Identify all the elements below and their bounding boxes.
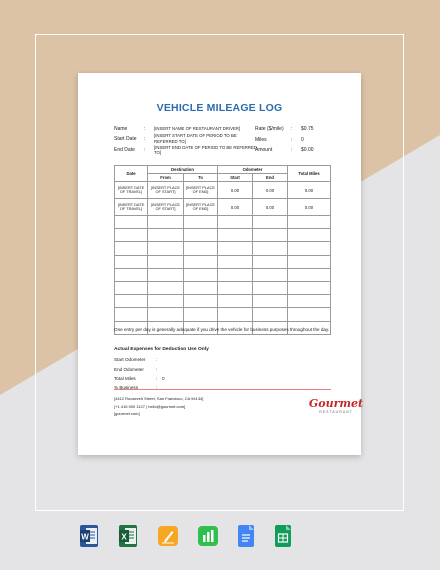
header-from: From xyxy=(148,174,184,182)
empty-cell xyxy=(148,242,184,255)
empty-cell xyxy=(184,281,218,294)
expense-colon: : xyxy=(156,376,158,381)
cell-total: 0.00 xyxy=(288,199,331,216)
numbers-icon[interactable] xyxy=(198,526,218,546)
empty-cell xyxy=(184,216,218,229)
expense-colon: : xyxy=(156,367,158,372)
expense-label: Start Odometer xyxy=(114,357,146,362)
footer-address: [4412 Roosevelt Street, San Francisco, CA 94134] xyxy=(114,396,204,401)
end-date-label: End Date xyxy=(114,147,135,153)
table-row-empty xyxy=(115,242,331,255)
document-page xyxy=(78,73,364,455)
footer-contact xyxy=(114,395,203,418)
header-start: Start xyxy=(218,174,253,182)
expense-label: Total Miles xyxy=(114,376,136,381)
empty-cell xyxy=(148,216,184,229)
header-destination: Destination xyxy=(148,166,218,174)
empty-cell xyxy=(288,281,331,294)
footer-website: [gourmet.com] xyxy=(114,411,140,417)
table-row-empty xyxy=(115,216,331,229)
mileage-table xyxy=(114,165,331,335)
empty-cell xyxy=(115,268,148,281)
table-row-empty xyxy=(115,295,331,308)
end-date-value-line2: TO] xyxy=(154,150,162,155)
empty-cell xyxy=(253,308,288,321)
empty-cell xyxy=(218,255,253,268)
empty-cell xyxy=(218,229,253,242)
empty-cell xyxy=(184,308,218,321)
end-date-colon: : xyxy=(144,147,146,153)
empty-cell xyxy=(253,216,288,229)
table-row-empty xyxy=(115,268,331,281)
usage-note: One entry per day is generally adequate if you drive the vehicle for business purposes throughout the day. xyxy=(114,327,330,332)
cell-to: [INSERT PLACE OF END] xyxy=(184,182,218,199)
cell-start: 0.00 xyxy=(218,199,253,216)
cell-end: 0.00 xyxy=(253,182,288,199)
name-value: [INSERT NAME OF RESTAURANT DRIVER] xyxy=(154,126,241,131)
miles-colon: : xyxy=(291,136,293,143)
empty-cell xyxy=(253,255,288,268)
rate-info xyxy=(255,126,335,156)
table-row-empty xyxy=(115,281,331,294)
expense-label: End Odometer xyxy=(114,367,144,372)
header-end: End xyxy=(253,174,288,182)
expenses-title: Actual Expenses for Deduction Use Only xyxy=(114,347,209,352)
empty-cell xyxy=(184,229,218,242)
empty-cell xyxy=(115,216,148,229)
empty-cell xyxy=(288,242,331,255)
empty-cell xyxy=(253,268,288,281)
empty-cell xyxy=(148,295,184,308)
expense-label: % Business xyxy=(114,385,139,390)
footer-phone-email: [+1 415 000 1127 | hello@gourmet.com] xyxy=(114,403,186,409)
header-total-miles: Total Miles xyxy=(288,166,331,182)
end-date-value-line1: [INSERT END DATE OF PERIOD TO BE REFERRED xyxy=(154,144,257,150)
cell-from: [INSERT PLACE OF START] xyxy=(148,199,184,216)
start-date-value-line1: [INSERT START DATE OF PERIOD TO BE xyxy=(154,133,237,138)
empty-cell xyxy=(288,255,331,268)
empty-cell xyxy=(218,268,253,281)
excel-icon[interactable] xyxy=(119,525,137,547)
empty-cell xyxy=(218,295,253,308)
empty-cell xyxy=(115,281,148,294)
pages-icon[interactable] xyxy=(158,526,178,546)
empty-cell xyxy=(253,295,288,308)
miles-label: Miles xyxy=(255,136,267,143)
brand-logo xyxy=(306,398,366,415)
brand-name: Gourmet xyxy=(308,397,364,410)
empty-cell xyxy=(115,295,148,308)
empty-cell xyxy=(218,216,253,229)
empty-cell xyxy=(253,242,288,255)
expense-row-end-odometer xyxy=(114,367,158,372)
empty-cell xyxy=(115,229,148,242)
empty-cell xyxy=(184,255,218,268)
name-label: Name xyxy=(114,126,128,132)
header-to: To xyxy=(184,174,218,182)
word-icon[interactable] xyxy=(80,525,98,547)
rate-colon: : xyxy=(291,126,293,132)
empty-cell xyxy=(148,255,184,268)
amount-value: $0.00 xyxy=(301,147,314,153)
table-row-empty xyxy=(115,229,331,242)
cell-total: 0.00 xyxy=(288,182,331,199)
cell-date: [INSERT DATE OF TRAVEL] xyxy=(115,182,148,199)
miles-value: 0 xyxy=(301,136,304,143)
empty-cell xyxy=(253,229,288,242)
amount-label: Amount xyxy=(255,147,273,153)
empty-cell xyxy=(288,268,331,281)
start-date-colon: : xyxy=(144,136,146,142)
header-date: Date xyxy=(115,166,148,182)
empty-cell xyxy=(218,281,253,294)
empty-cell xyxy=(288,295,331,308)
brand-subtitle: RESTAURANT xyxy=(319,410,353,414)
empty-cell xyxy=(253,281,288,294)
cell-start: 0.00 xyxy=(218,182,253,199)
footer-divider xyxy=(114,389,331,390)
expense-colon: : xyxy=(156,357,158,362)
excel-letter: X xyxy=(121,532,127,542)
word-letter: W xyxy=(81,532,89,542)
empty-cell xyxy=(148,229,184,242)
amount-colon: : xyxy=(291,147,293,153)
header-odometer: Odometer xyxy=(218,166,288,174)
table-row xyxy=(115,182,331,199)
empty-cell xyxy=(288,229,331,242)
expense-colon: : xyxy=(156,385,158,390)
rate-label: Rate ($/mile) xyxy=(255,126,284,132)
cell-date: [INSERT DATE OF TRAVEL] xyxy=(115,199,148,216)
name-colon: : xyxy=(144,126,146,132)
empty-cell xyxy=(115,242,148,255)
empty-cell xyxy=(218,242,253,255)
empty-cell xyxy=(184,295,218,308)
start-date-value-line2: REFERRED TO] xyxy=(154,138,186,144)
empty-cell xyxy=(184,242,218,255)
expense-row-total-miles xyxy=(114,376,165,381)
google-docs-icon[interactable] xyxy=(238,525,254,547)
driver-info xyxy=(114,126,257,162)
empty-cell xyxy=(218,308,253,321)
document-title: VEHICLE MILEAGE LOG xyxy=(156,102,283,114)
table-row xyxy=(115,199,331,216)
empty-cell xyxy=(148,268,184,281)
empty-cell xyxy=(115,255,148,268)
cell-from: [INSERT PLACE OF START] xyxy=(148,182,184,199)
rate-value: $0.75 xyxy=(301,126,314,132)
empty-cell xyxy=(184,268,218,281)
empty-cell xyxy=(115,308,148,321)
empty-cell xyxy=(288,216,331,229)
cell-end: 0.00 xyxy=(253,199,288,216)
table-row-empty xyxy=(115,255,331,268)
empty-cell xyxy=(288,308,331,321)
expense-row-start-odometer xyxy=(114,357,158,362)
google-sheets-icon[interactable] xyxy=(275,525,291,547)
empty-cell xyxy=(148,308,184,321)
table-row-empty xyxy=(115,308,331,321)
start-date-label: Start Date xyxy=(114,136,137,142)
empty-cell xyxy=(148,281,184,294)
expense-value: 0 xyxy=(162,376,165,381)
cell-to: [INSERT PLACE OF END] xyxy=(184,199,218,216)
